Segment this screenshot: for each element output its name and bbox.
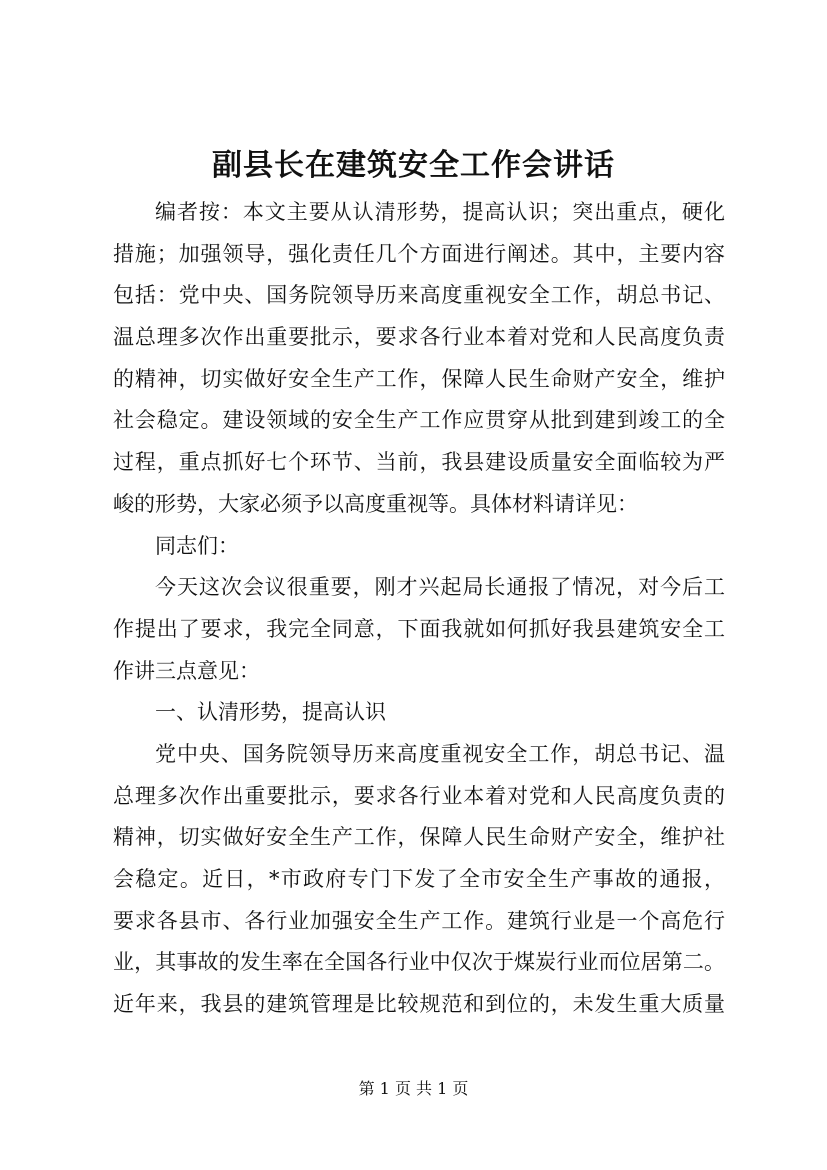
paragraph-line: 近年来，我县的建筑管理是比较规范和到位的，未发生重大质量: [113, 992, 725, 1017]
page-footer: 第 1 页 共 1 页: [358, 1079, 469, 1098]
paragraph-line: 精神，切实做好安全生产工作，保障人民生命财产安全，维护社: [113, 825, 725, 850]
paragraph-line: 作讲三点意见：: [113, 658, 260, 683]
paragraph-line: 作提出了要求，我完全同意，下面我就如何抓好我县建筑安全工: [113, 616, 725, 641]
document-title: 副县长在建筑安全工作会讲话: [212, 148, 615, 183]
paragraph-line: 总理多次作出重要批示，要求各行业本着对党和人民高度负责的: [113, 783, 725, 808]
section-heading: 一、认清形势，提高认识: [155, 700, 386, 725]
paragraph-line: 包括：党中央、国务院领导历来高度重视安全工作，胡总书记、: [113, 283, 725, 308]
paragraph-line: 温总理多次作出重要批示，要求各行业本着对党和人民高度负责: [113, 325, 725, 350]
paragraph-line: 编者按：本文主要从认清形势，提高认识；突出重点，硬化: [155, 200, 725, 224]
paragraph-line: 要求各县市、各行业加强安全生产工作。建筑行业是一个高危行: [113, 908, 725, 933]
paragraph-line: 峻的形势，大家必须予以高度重视等。具体材料请详见：: [113, 491, 638, 516]
paragraph-line: 过程，重点抓好七个环节、当前，我县建设质量安全面临较为严: [113, 450, 725, 475]
paragraph-line: 业，其事故的发生率在全国各行业中仅次于煤炭行业而位居第二。: [113, 950, 725, 975]
document-body: [113, 192, 725, 1026]
paragraph-line: 今天这次会议很重要，刚才兴起局长通报了情况，对今后工: [155, 575, 725, 600]
paragraph-line: 的精神，切实做好安全生产工作，保障人民生命财产安全，维护: [113, 366, 725, 391]
paragraph-line: 党中央、国务院领导历来高度重视安全工作，胡总书记、温: [155, 741, 725, 766]
salutation-line: 同志们：: [155, 533, 239, 558]
paragraph-line: 会稳定。近日，*市政府专门下发了全市安全生产事故的通报，: [113, 867, 725, 891]
paragraph-line: 措施；加强领导，强化责任几个方面进行阐述。其中，主要内容: [113, 241, 725, 266]
paragraph-line: 社会稳定。建设领域的安全生产工作应贯穿从批到建到竣工的全: [113, 408, 725, 433]
